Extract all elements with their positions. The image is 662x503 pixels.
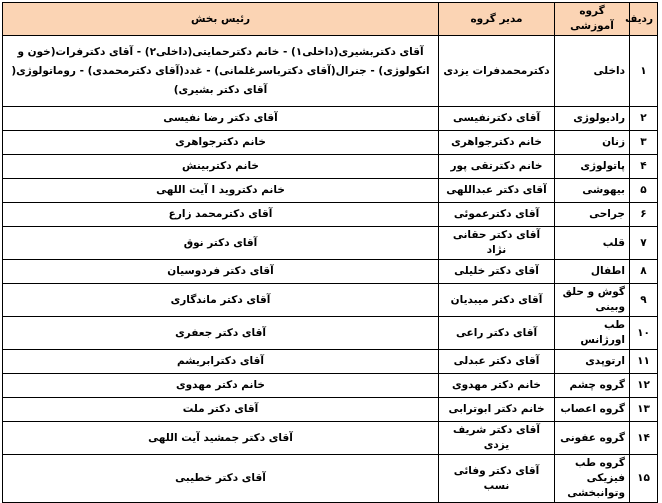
group-name: گروه چشم: [555, 374, 630, 398]
department-head: آقای دکتر رضا نفیسی: [3, 107, 439, 131]
table-row: [3, 422, 658, 455]
group-name: داخلی: [555, 36, 630, 107]
header-row: [3, 3, 658, 36]
row-number: ۱۰: [630, 317, 658, 350]
group-director: خانم دکترجواهری: [439, 131, 555, 155]
row-number: ۱۵: [630, 455, 658, 503]
group-director: خانم دکترتقی پور: [439, 155, 555, 179]
group-name: زنان: [555, 131, 630, 155]
group-name: گوش و حلق وبینی: [555, 284, 630, 317]
table-row: [3, 350, 658, 374]
row-number: ۱۴: [630, 422, 658, 455]
group-director: آقای دکترعموئی: [439, 203, 555, 227]
group-name: طب اورژانس: [555, 317, 630, 350]
row-number: ۱۳: [630, 398, 658, 422]
row-number: ۱۱: [630, 350, 658, 374]
group-director: خانم دکتر ابوترابی: [439, 398, 555, 422]
table-row: [3, 374, 658, 398]
table-row: [3, 179, 658, 203]
department-head: خانم دکترجواهری: [3, 131, 439, 155]
row-number: ۹: [630, 284, 658, 317]
header-department-head: رئیس بخش: [3, 3, 439, 36]
row-number: ۱۲: [630, 374, 658, 398]
department-head: آقای دکتربشیری(داخلی۱) - خانم دکترحمایتی(داخلی۲) - آقای دکترفرات(خون و انکولوژی) - جنرال(آقای دکترباسرغلمانی) - غدد(آقای دکترمحمدی) - روماتولوژی( آقای دکتر بشیری): [3, 36, 439, 107]
row-number: ۵: [630, 179, 658, 203]
department-head: آقای دکتر ماندگاری: [3, 284, 439, 317]
table-row: [3, 107, 658, 131]
row-number: ۸: [630, 260, 658, 284]
row-number: ۴: [630, 155, 658, 179]
row-number: ۳: [630, 131, 658, 155]
row-number: ۱: [630, 36, 658, 107]
table-row: [3, 227, 658, 260]
group-director: آقای دکترنفیسی: [439, 107, 555, 131]
group-name: پاتولوژی: [555, 155, 630, 179]
group-director: آقای دکتر خلیلی: [439, 260, 555, 284]
department-head: خانم دکتربینش: [3, 155, 439, 179]
department-head: آقای دکترابریشم: [3, 350, 439, 374]
group-director: دکترمحمدفرات یزدی: [439, 36, 555, 107]
group-director: آقای دکتر میبدیان: [439, 284, 555, 317]
department-head: آقای دکتر نوق: [3, 227, 439, 260]
group-director: آقای دکتر وفائی نسب: [439, 455, 555, 503]
group-name: جراحی: [555, 203, 630, 227]
group-name: ارتوپدی: [555, 350, 630, 374]
group-director: آقای دکتر عبداللهی: [439, 179, 555, 203]
department-heads-table: [2, 2, 658, 503]
group-name: بیهوشی: [555, 179, 630, 203]
department-head: آقای دکتر ملت: [3, 398, 439, 422]
table-row: [3, 36, 658, 107]
document-page: [2, 2, 658, 503]
department-head: آقای دکتر خطیبی: [3, 455, 439, 503]
table-row: [3, 455, 658, 503]
group-director: آقای دکتر شریف یزدی: [439, 422, 555, 455]
group-director: آقای دکتر عبدلی: [439, 350, 555, 374]
table-row: [3, 284, 658, 317]
department-head: آقای دکتر جعفری: [3, 317, 439, 350]
table-row: [3, 131, 658, 155]
department-head: خانم دکتر مهدوی: [3, 374, 439, 398]
row-number: ۲: [630, 107, 658, 131]
group-name: قلب: [555, 227, 630, 260]
department-head: آقای دکتر جمشید آیت اللهی: [3, 422, 439, 455]
table-row: [3, 398, 658, 422]
group-name: گروه اعصاب: [555, 398, 630, 422]
department-head: آقای دکترمحمد زارع: [3, 203, 439, 227]
department-head: آقای دکتر فردوسیان: [3, 260, 439, 284]
group-director: آقای دکتر راعی: [439, 317, 555, 350]
table-body: [3, 36, 658, 503]
group-name: گروه طب فیزیکی وتوانبخشی: [555, 455, 630, 503]
department-head: خانم دکتروید ا آیت اللهی: [3, 179, 439, 203]
group-name: گروه عفونی: [555, 422, 630, 455]
header-group: گروه آموزشی: [555, 3, 630, 36]
row-number: ۷: [630, 227, 658, 260]
group-director: خانم دکتر مهدوی: [439, 374, 555, 398]
header-director: مدیر گروه: [439, 3, 555, 36]
table-row: [3, 260, 658, 284]
group-name: رادیولوژی: [555, 107, 630, 131]
header-row-number: ردیف: [630, 3, 658, 36]
group-name: اطفال: [555, 260, 630, 284]
table-row: [3, 203, 658, 227]
group-director: آقای دکتر حقانی نژاد: [439, 227, 555, 260]
row-number: ۶: [630, 203, 658, 227]
table-header: [3, 3, 658, 36]
table-row: [3, 317, 658, 350]
table-row: [3, 155, 658, 179]
